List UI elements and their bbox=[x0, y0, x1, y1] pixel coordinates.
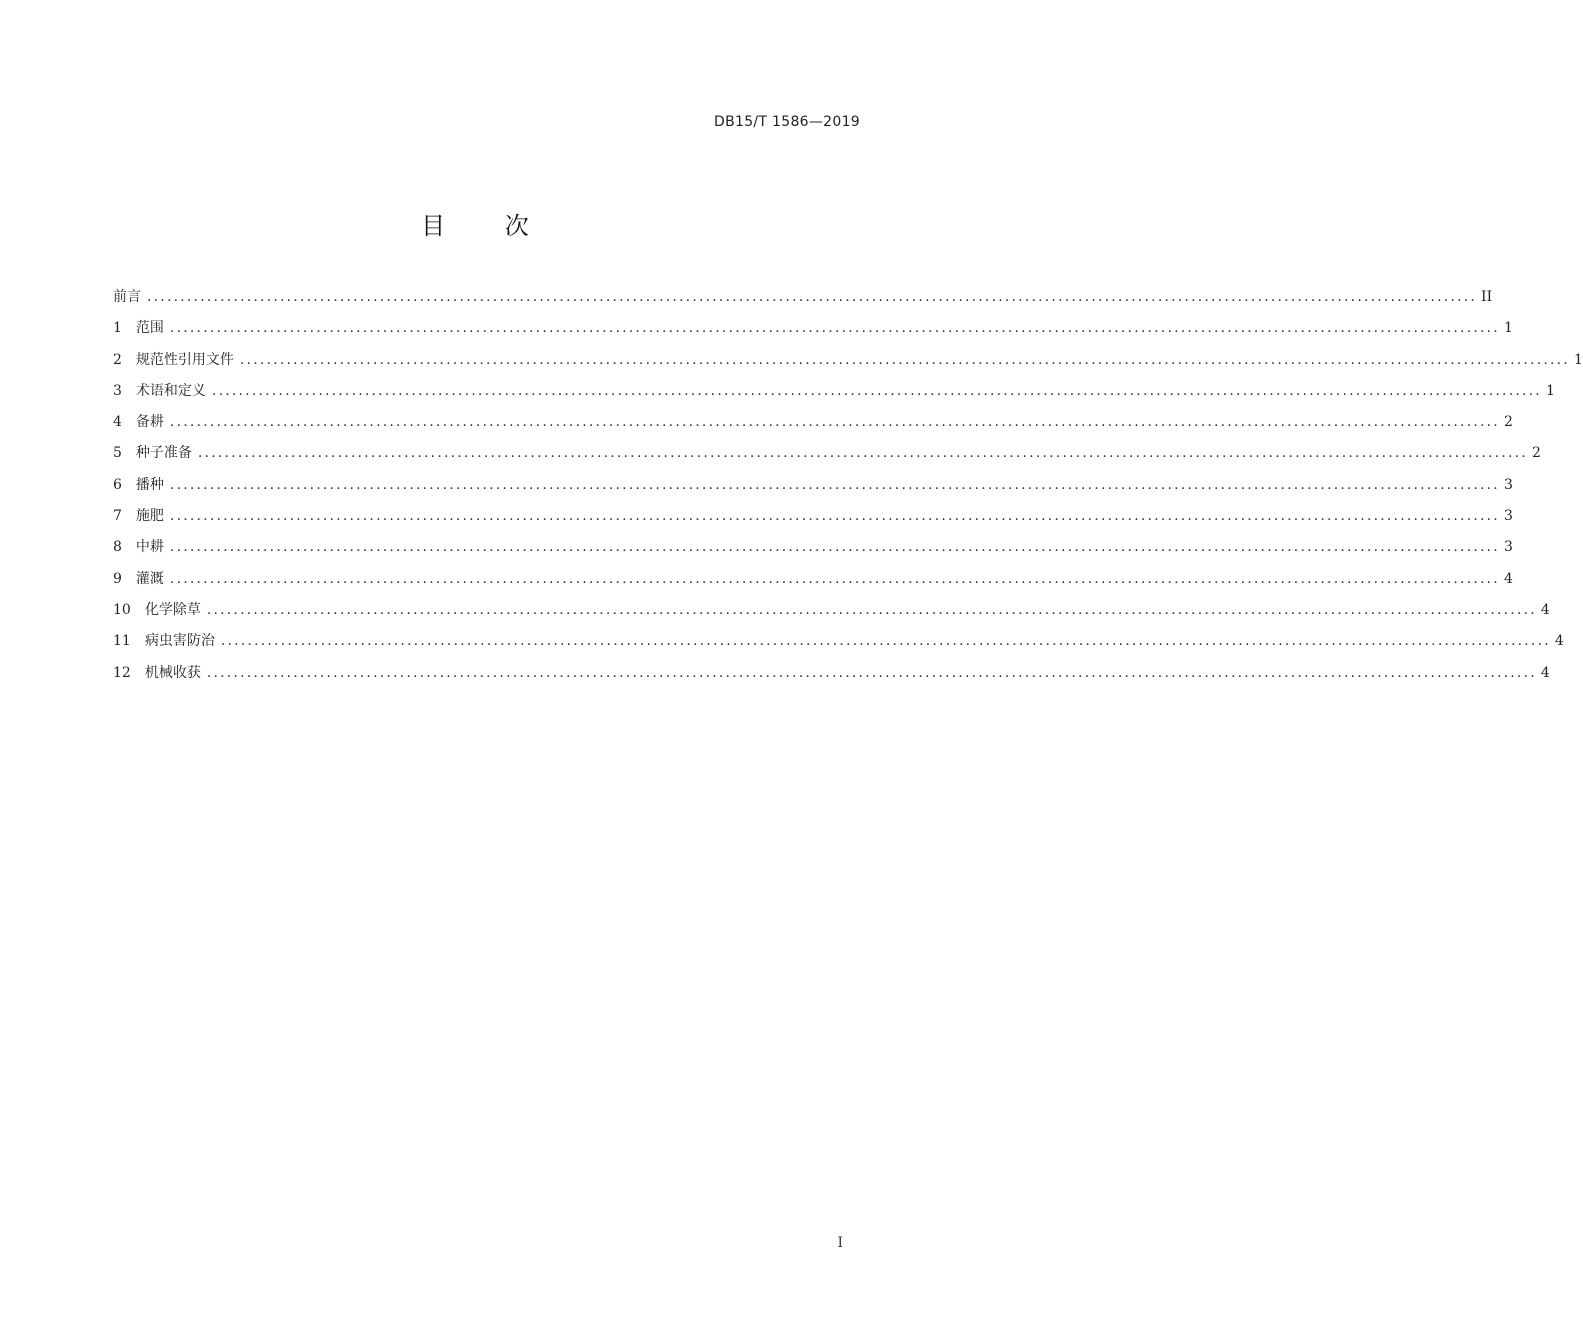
toc-entry-number: 10 bbox=[113, 601, 131, 618]
toc-entry-page: 2 bbox=[1531, 445, 1541, 462]
toc-leader-dots: ........................................................................................................................................................................................................ bbox=[211, 382, 1542, 399]
toc-entry-page: 4 bbox=[1540, 601, 1550, 618]
toc-entry-seed-prep[interactable] bbox=[113, 443, 1541, 474]
toc-entry-fertilization[interactable] bbox=[113, 506, 1513, 537]
toc-entry-cultivation[interactable] bbox=[113, 537, 1513, 568]
toc-leader-dots: ........................................................................................................................................................................................................ bbox=[147, 289, 1478, 305]
toc-entry-title: 化学除草 bbox=[144, 601, 201, 618]
toc-entry-page: 4 bbox=[1540, 664, 1550, 681]
toc-entry-number: 11 bbox=[113, 633, 131, 650]
toc-entry-title: 施肥 bbox=[135, 508, 164, 525]
toc-entry-number: 3 bbox=[113, 382, 122, 399]
toc-entry-number: 6 bbox=[113, 476, 122, 493]
toc-leader-dots: ........................................................................................................................................................................................................ bbox=[206, 601, 1537, 618]
toc-leader-dots: ........................................................................................................................................................................................................ bbox=[169, 320, 1500, 337]
toc-entry-number: 8 bbox=[113, 539, 122, 556]
toc-leader-dots: ........................................................................................................................................................................................................ bbox=[169, 539, 1500, 556]
toc-entry-number: 12 bbox=[113, 664, 131, 681]
toc-entry-tillage-prep[interactable] bbox=[113, 412, 1513, 443]
toc-entry-title: 灌溉 bbox=[135, 570, 164, 587]
page-title: 目 次 bbox=[421, 212, 555, 240]
toc-entry-scope[interactable] bbox=[113, 318, 1513, 349]
toc-leader-dots: ........................................................................................................................................................................................................ bbox=[197, 445, 1528, 462]
toc-entry-page: 3 bbox=[1503, 508, 1513, 525]
toc-entry-title: 播种 bbox=[135, 476, 164, 493]
toc-entry-number: 5 bbox=[113, 445, 122, 462]
toc-entry-page: 2 bbox=[1503, 414, 1513, 431]
toc-entry-page: 1 bbox=[1545, 382, 1555, 399]
toc-entry-mechanical-harvest[interactable] bbox=[113, 663, 1550, 694]
toc-entry-page: 4 bbox=[1554, 633, 1564, 650]
toc-entry-number: 1 bbox=[113, 320, 122, 337]
toc-entry-number: 7 bbox=[113, 508, 122, 525]
toc-entry-title: 规范性引用文件 bbox=[135, 351, 234, 368]
toc-entry-title: 中耕 bbox=[135, 539, 164, 556]
toc-entry-page: II bbox=[1481, 289, 1493, 305]
page-number: I bbox=[837, 1235, 843, 1251]
toc-entry-title: 备耕 bbox=[135, 414, 164, 431]
toc-entry-title: 前言 bbox=[113, 289, 141, 305]
toc-entry-title: 病虫害防治 bbox=[144, 633, 215, 650]
toc-entry-page: 3 bbox=[1503, 476, 1513, 493]
toc-entry-title: 机械收获 bbox=[144, 664, 201, 681]
toc-leader-dots: ........................................................................................................................................................................................................ bbox=[220, 633, 1551, 650]
toc-entry-irrigation[interactable] bbox=[113, 569, 1513, 600]
toc-leader-dots: ........................................................................................................................................................................................................ bbox=[169, 508, 1500, 525]
toc-entry-chemical-weeding[interactable] bbox=[113, 600, 1550, 631]
toc-entry-title: 术语和定义 bbox=[135, 382, 206, 399]
toc-entry-normative-references[interactable] bbox=[113, 350, 1583, 381]
toc-entry-page: 3 bbox=[1503, 539, 1513, 556]
toc-leader-dots: ........................................................................................................................................................................................................ bbox=[169, 414, 1500, 431]
toc-entry-foreword[interactable] bbox=[113, 287, 1493, 318]
toc-entry-title: 范围 bbox=[135, 320, 164, 337]
toc-entry-number: 2 bbox=[113, 351, 122, 368]
table-of-contents bbox=[113, 287, 1583, 694]
toc-entry-terms-definitions[interactable] bbox=[113, 381, 1555, 412]
toc-leader-dots: ........................................................................................................................................................................................................ bbox=[169, 476, 1500, 493]
toc-entry-number: 4 bbox=[113, 414, 122, 431]
toc-entry-number: 9 bbox=[113, 570, 122, 587]
toc-entry-page: 1 bbox=[1503, 320, 1513, 337]
toc-entry-pest-control[interactable] bbox=[113, 631, 1564, 662]
toc-leader-dots: ........................................................................................................................................................................................................ bbox=[206, 664, 1537, 681]
toc-leader-dots: ........................................................................................................................................................................................................ bbox=[169, 570, 1500, 587]
toc-entry-page: 1 bbox=[1573, 351, 1583, 368]
toc-entry-title: 种子准备 bbox=[135, 445, 192, 462]
toc-entry-sowing[interactable] bbox=[113, 475, 1513, 506]
toc-entry-page: 4 bbox=[1503, 570, 1513, 587]
document-code: DB15/T 1586—2019 bbox=[714, 114, 860, 130]
toc-leader-dots: ........................................................................................................................................................................................................ bbox=[239, 351, 1570, 368]
